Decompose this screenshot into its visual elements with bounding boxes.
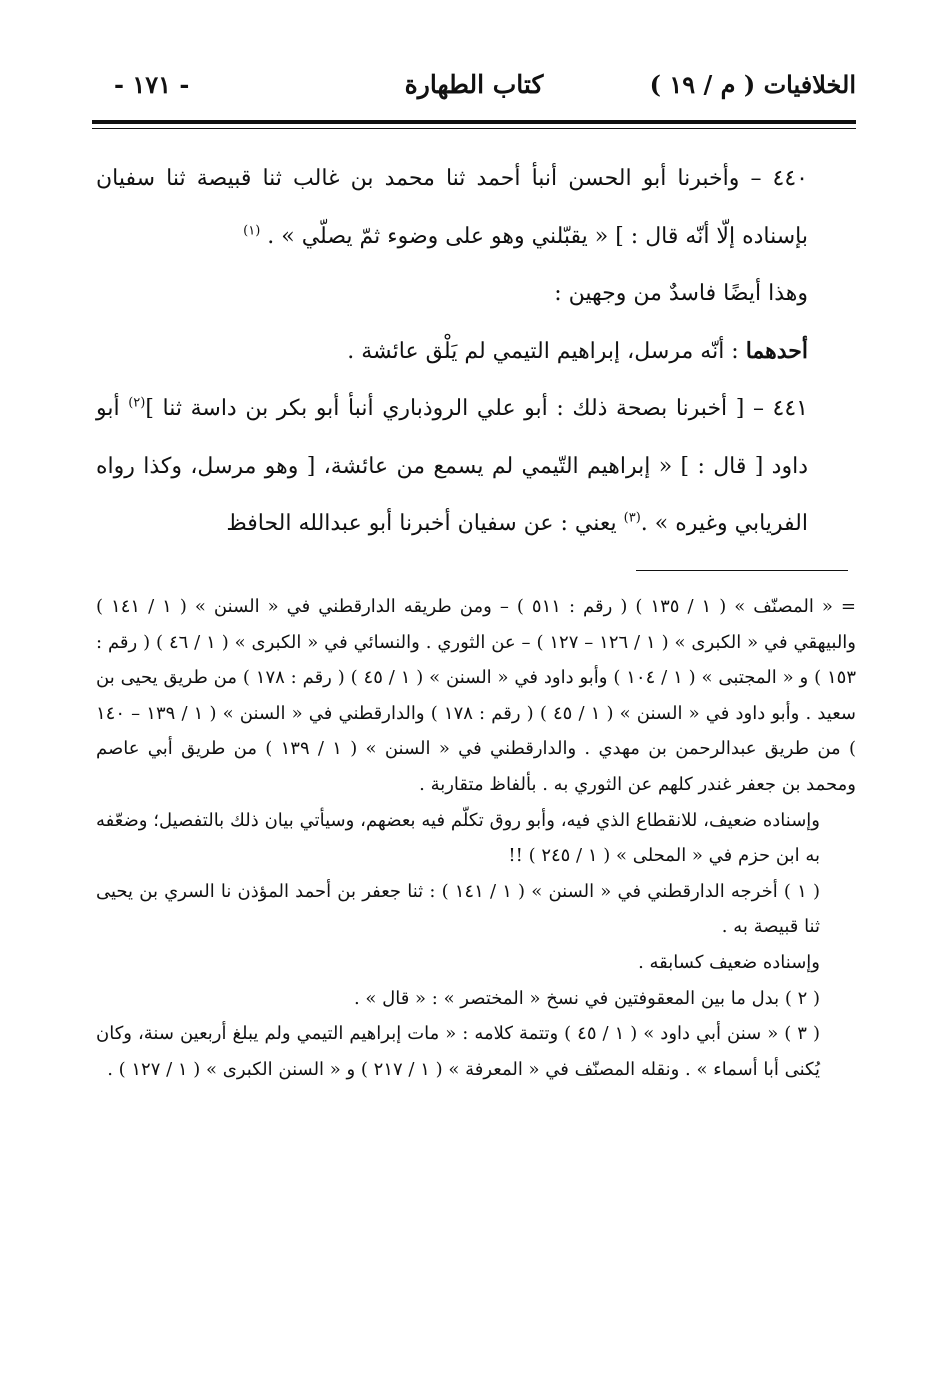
paragraph-first-reason bbox=[96, 323, 856, 381]
footnote-separator bbox=[636, 570, 848, 571]
first-reason-label: أحدهما bbox=[745, 337, 808, 364]
paragraph-441-part-a: ٤٤١ – [ أخبرنا بصحة ذلك : أبو علي الروذباري أنبأ أبو بكر بن داسة ثنا ] bbox=[145, 396, 808, 421]
page-number: - ١٧١ - bbox=[114, 70, 190, 99]
first-reason-text: : أنّه مرسل، إبراهيم التيمي لم يَلْق عائشة . bbox=[347, 338, 746, 364]
footnote-continuation-assessment: وإسناده ضعيف، للانقطاع الذي فيه، وأبو روق تكلّم فيه بعضهم، وسيأتي بيان ذلك بالتفصيل؛ وضعّفه به ابن حزم في « المحلى » ( ١ / ٢٤٥ ) !! bbox=[96, 809, 820, 867]
paragraph-440 bbox=[96, 150, 856, 265]
footnote-ref-2: (٢) bbox=[128, 395, 146, 411]
paragraph-fault: وهذا أيضًا فاسدٌ من وجهين : bbox=[554, 281, 808, 306]
header-rule-thick bbox=[92, 120, 856, 124]
footnote-ref-3: (٣) bbox=[623, 510, 641, 526]
header-rule-thin bbox=[92, 128, 856, 129]
paragraph-441 bbox=[96, 380, 856, 553]
footnote-continuation: = « المصنّف » ( ١ / ١٣٥ ) ( رقم : ٥١١ ) – ومن طريقه الدارقطني في « السنن » ( ١ / ١٤١ ) والبيهقي في « الكبرى » ( ١ / ١٢٦ – ١٢٧ ) – عن الثوري . والنسائي في « الكبرى » ( ١ / ٤٦ ) ( رقم : ١٥٣ ) و « المجتبى » ( ١ / ١٠٤ ) وأبو داود في « السنن » ( ١ / ٤٥ ) ( رقم : ١٧٨ ) من طريق يحيى بن سعيد . وأبو داود في « السنن » ( ١ / ٤٥ ) ( رقم : ١٧٨ ) والدارقطني في « السنن » ( ١ / ١٣٩ – ١٤٠ ) من طريق عبدالرحمن بن مهدي . والدارقطني في « السنن » ( ١ / ١٣٩ ) من طريق أبي عاصم ومحمد بن جعفر غندر كلهم عن الثوري به . بألفاظ متقاربة . bbox=[96, 596, 857, 795]
footnotes bbox=[96, 589, 856, 1087]
paragraph-441-part-c: يعني : عن سفيان أخبرنا أبو عبدالله الحافظ bbox=[226, 511, 624, 536]
paragraph-441-part-b: أبو داود [ قال : ] « إبراهيم التّيمي لم يسمع من عائشة، [ وهو مرسل، وكذا رواه الفريابي وغيره » . bbox=[96, 396, 808, 536]
paragraph-440-text: ٤٤٠ – وأخبرنا أبو الحسن أنبأ أحمد ثنا محمد بن غالب ثنا قبيصة ثنا سفيان بإسناده إلّا أنّه قال : ] « يقبّلني وهو على وضوء ثمّ يصلّي » . bbox=[96, 166, 808, 249]
main-text bbox=[96, 150, 856, 553]
footnote-2: ( ٢ ) بدل ما بين المعقوفتين في نسخ « المختصر » : « قال » . bbox=[353, 987, 820, 1009]
footnote-ref-1: (١) bbox=[243, 223, 261, 239]
footnote-1: ( ١ ) أخرجه الدارقطني في « السنن » ( ١ / ١٤١ ) : ثنا جعفر بن أحمد المؤذن نا السري بن يحيى ثنا قبيصة به . bbox=[96, 880, 820, 938]
page-header bbox=[92, 66, 856, 112]
running-head-chapter: كتاب الطهارة bbox=[404, 70, 544, 99]
footnote-1-assessment: وإسناده ضعيف كسابقه . bbox=[638, 951, 820, 973]
running-head-book: الخلافيات ( م / ١٩ ) bbox=[649, 70, 856, 99]
footnote-3: ( ٣ ) « سنن أبي داود » ( ١ / ٤٥ ) وتتمة كلامه : « مات إبراهيم التيمي ولم يبلغ أربعين سنة، وكان يُكنى أبا أسماء » . ونقله المصنّف في « المعرفة » ( ١ / ٢١٧ ) و « السنن الكبرى » ( ١ / ١٢٧ ) . bbox=[96, 1023, 820, 1080]
